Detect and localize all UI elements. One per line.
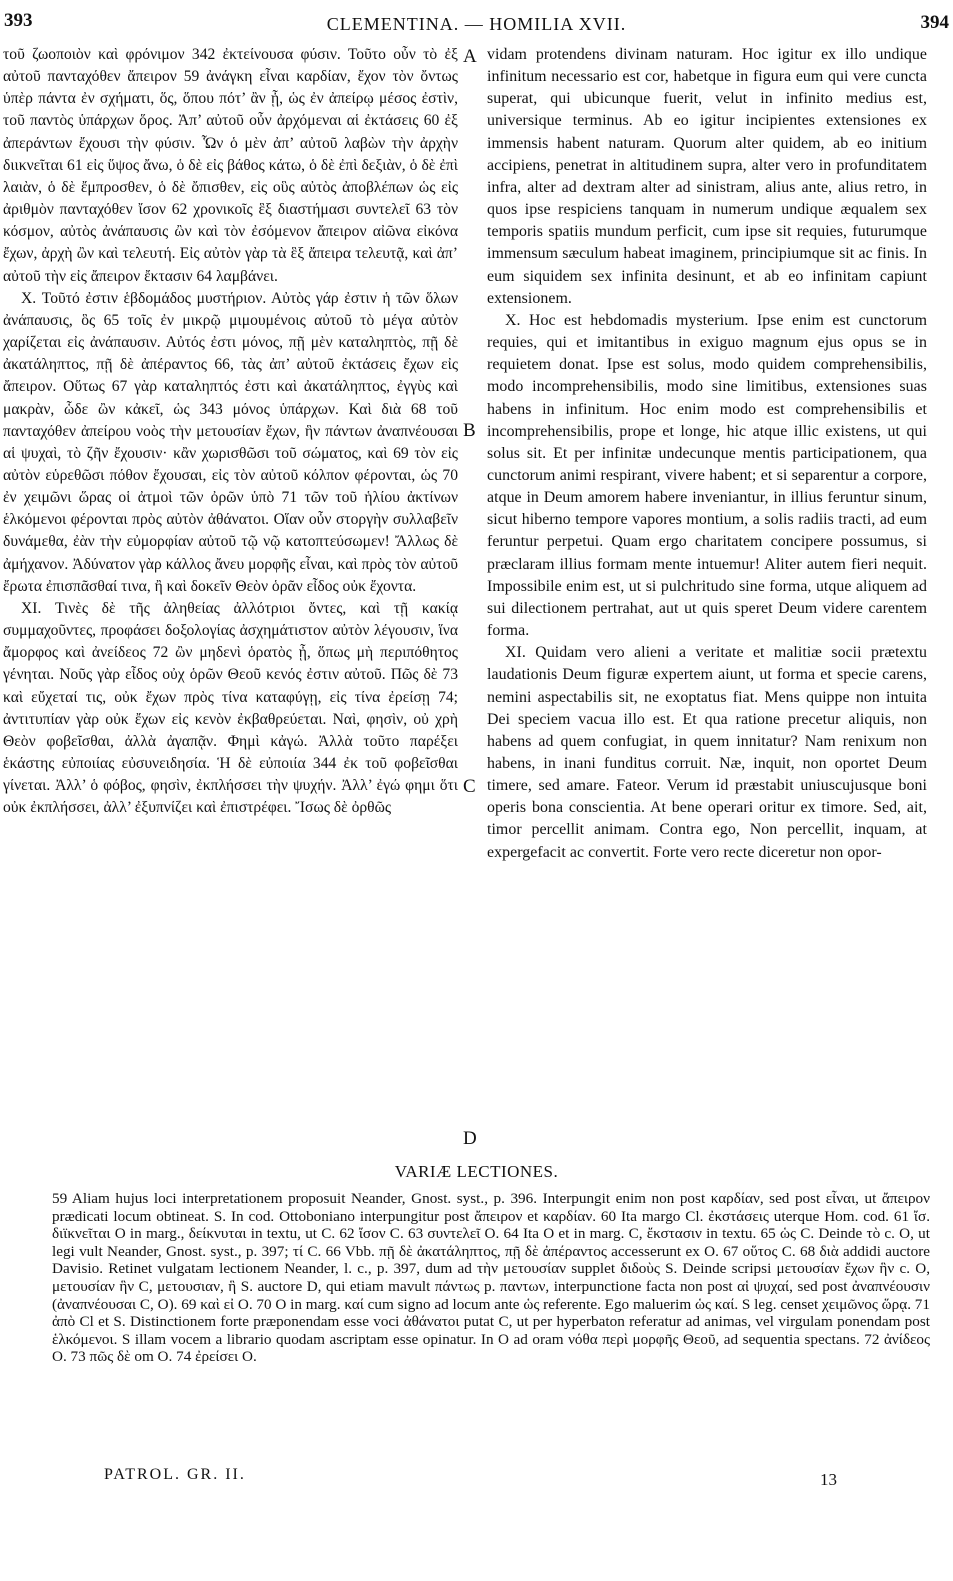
margin-marker-d: D — [463, 1128, 477, 1149]
footnotes: 59 Aliam hujus loci interpretationem proposuit Neander, Gnost. syst., p. 396. Interpungit enim non post καρδίαν, sed post εἶναι, ut ἄπειρον prædicati locum obtineat. S. In cod. Ottoboniano interpungitur post ἄπειρον et καρδίαν. 60 Ita margo Cl. ἐκστάσεις uterque Hom. cod. 61 ἴσ. διϊκνεῖται O in marg., δείκνυται in textu, ut C. 62 ἴσον C. 63 συντελεῖ O. 64 Ita O et in marg. C, ἔκστασιν in textu. 65 ὡς C. Deinde τὸ c. O, ut legi vult Neander, Gnost. syst., p. 397; τί C. 66 Vbb. πῇ δὲ ἀκατάληπτος, πῇ δὲ ἀπέραντος accesserunt ex O. 67 οὕτος C. 68 διὰ addidi auctore Davisio. Retinet vulgatam lectionem Neander, l. c., p. 397, dum ad τὴν μετουσίαν supplet διδοὺς S. Deinde scripsi μετουσίαν ἔχων ἣν c. O, μετουσίαν ἣν C, μετουσιαν, ἣ S. auctore D, qui etiam mavult πάντως p. παντων, interpunctione facta non post αἱ ψυχαί, sed post ἀναπνέουσιν (ἀναπνέουσαι C, O). 69 καὶ εἰ O. 70 O in marg. καί cum signo ad locum ante ὡς referente. Ego maluerim ὡς καί. S leg. censet χειμῶνος ὥρᾳ. 71 ἀπὸ Cl et S. Distinctionem forte præponendam esse voci ἀθάνατοι putat C, ut per hyperbaton referatur ad animas, vel virgulam ponendam post ἑλκόμενοι. S illam vocem a librario quodam ascriptam esse opinatur. In O ad oram νόθα περὶ μορφῆς Θεοῦ, ad sequentia spectans. 72 ἀνίδεος O. 73 πῶς δὲ om O. 74 ἐρείσει O. — [52, 1190, 930, 1366]
margin-marker-c: C — [463, 776, 476, 797]
greek-paragraph: XI. Τινὲς δὲ τῆς ἀληθείας ἀλλότριοι ὄντες, καὶ τῇ κακίᾳ συμμαχοῦντες, προφάσει δοξολογίας ἀσχημάτιστον αὐτὸν λέγουσιν, ἵνα ἄμορφος καὶ ἀνείδεος 72 ὢν μηδενὶ ὁρατὸς ᾖ, ὅπως μὴ περιπόθητος γένηται. Νοῦς γὰρ εἶδος οὐχ ὁρῶν Θεοῦ κενός ἐστιν αὐτοῦ. Πῶς δὲ 73 καὶ εὔχεταί τις, οὐκ ἔχων πρὸς τίνα καταφύγῃ, εἰς τίνα ἐρείσῃ 74; ἀντιτυπίαν γὰρ οὐκ ἔχων εἰς κενὸν ἐκβαθρεύεται. Ναὶ, φησὶν, οὐ χρὴ Θεὸν φοβεῖσθαι, ἀλλὰ ἀγαπᾷν. Φημὶ κἀγώ. Ἀλλὰ τοῦτο παρέξει ἑκάστης εὐποιίας εὐσυνειδησία. Ἡ δὲ εὐποιία 344 ἐκ τοῦ φοβεῖσθαι γίνεται. Ἀλλ’ ὁ φόβος, φησὶν, ἐκπλήσσει τὴν ψυχήν. Ἀλλ’ ἐγώ φημι ὅτι οὐκ ἐκπλήσσει, ἀλλ’ ἐξυπνίζει καὶ ἐπιστρέφει. Ἴσως δὲ ὀρθῶς — [3, 599, 458, 817]
page-header — [0, 10, 953, 44]
running-title: CLEMENTINA. — HOMILIA XVII. — [326, 14, 627, 34]
latin-paragraph: XI. Quidam vero alieni a veritate et malitiæ socii prætextu laudationis Deum figuræ expertem aiunt, ut forma et specie carens, nemini aspectabilis sit, ne exoptatus fiat. Mens quippe non intuita Dei speciem vacua illo est. Et qua ratione precetur aliquis, non habens ad quem confugiat, in quem innitatur? Nam renixum non habens, in inani funditus corruit. Næ, inquit, non oportet Deum timere, sed amare. Fateor. Verum id præstabit uniuscujusque boni operis bona conscientia. At bene operari oritur ex timore. Sed, ait, timor percellit animam. Contra ego, Non percellit, inquam, at expergefacit ac convertit. Forte vero recte diceretur non opor- — [487, 644, 927, 861]
footer-left: PATROL. GR. II. — [104, 1466, 246, 1483]
greek-paragraph: τοῦ ζωοποιὸν καὶ φρόνιμον 342 ἐκτείνουσα φύσιν. Τοῦτο οὖν τὸ ἐξ αὐτοῦ πανταχόθεν ἄπειρον 59 ἀνάγκη εἶναι καρδίαν, ἔχον τὸν ὄντως ὑπὲρ πάντα ἐν σχήματι, ὅς, ὅπου πότ’ ἂν ᾖ, ὡς ἐν ἀπείρῳ μέσος ἐστὶν, τοῦ παντὸς ὑπάρχων ὅρος. Ἀπ’ αὐτοῦ οὖν ἀρχόμεναι αἱ ἐκτάσεις 60 ἐξ ἀπεράντων ἔχουσι τὴν φύσιν. Ὧν ὁ μὲν ἀπ’ αὐτοῦ λαβὼν τὴν ἀρχὴν διικνεῖται 61 εἰς ὕψος ἄνω, ὁ δὲ εἰς βάθος κάτω, ὁ δὲ ἐπὶ δεξιὰν, ὁ δὲ ἐπὶ λαιὰν, ὁ δὲ ἔμπροσθεν, ὁ δὲ ὄπισθεν, εἰς οὓς αὐτὸς ἀποβλέπων ὡς εἰς ἀριθμὸν πανταχόθεν ἴσον 62 χρονικοῖς ἓξ διαστήμασι συντελεῖ 63 τὸν κόσμον, αὐτὸς ἀνάπαυσις ὢν καὶ τὸν ἐσόμενον ἄπειρον αἰῶνα εἰκόνα ἔχων, ἀρχὴ ὢν καὶ τελευτή. Εἰς αὐτὸν γὰρ τὰ ἓξ ἄπειρα τελευτᾷ, καὶ ἀπ’ αὐτοῦ τὴν εἰς ἄπειρον ἔκτασιν 64 λαμβάνει. — [3, 46, 458, 285]
latin-paragraph: vidam protendens divinam naturam. Hoc igitur ex illo undique infinitum necessario est cor, habetque in figura eum qui vere cuncta superat, qui ubicunque fuerit, velut in infinito medius est, universique terminus. Ab eo igitur incipientes extensiones ex immensis habent naturam. Quorum alter quidem, ab eo initium accipiens, penetrat in altitudinem supra, alter vero in profunditatem infra, alter ad dextram alter ad sinistram, alius ante, alius retro, in quos ipse respiciens tanquam in numerum undique æqualem sex temporis spatiis mundum perficit, cum ipse sit requies, futurumque immensum sæculum habeat imaginem, principiumque sit ac finis. In eum siquidem sex infinita desinunt, et ab eo infinitam capiunt extensionem. — [487, 46, 927, 307]
page-number-right: 394 — [920, 12, 949, 33]
margin-marker-a: A — [463, 46, 477, 67]
greek-column — [3, 44, 458, 1156]
latin-paragraph: X. Hoc est hebdomadis mysterium. Ipse enim est cunctorum requies, qui et imitantibus in exiguo magnum ejus opus se in requietem donat. Ipse est solus, modo quidem comprehensibilis, modo incomprehensibilis, modo sine limitibus, extensiones suas habens in infinitum. Hoc enim modo est comprehensibilis et incomprehensibilis, prope et longe, hic atque illic existens, ut qui solus sit. Et per infinitæ undecunque mentis participationem, qua cunctorum animi respirant, vivere habent; et si separentur a corpore, atque in Deum amorem habere inveniantur, in illius feruntur sinum, sicut hiberno tempore vapores montium, a solis radiis tracti, ad eum feruntur perpetui. Quam ergo charitatem concipere possumus, si præclaram illius formam mente intuemur! Aliter autem fieri nequit. Impossibile enim est, ut si pulchritudo sine forma, utque aliquem ad sui dilectionem pertrahat, aut ut quis speret Deum videre carentem forma. — [487, 311, 927, 640]
variae-lectiones-heading: VARIÆ LECTIONES. — [394, 1162, 559, 1181]
greek-paragraph: X. Τοῦτό ἐστιν ἑβδομάδος μυστήριον. Αὐτὸς γάρ ἐστιν ἡ τῶν ὅλων ἀνάπαυσις, ὃς 65 τοῖς ἐν μικρῷ μιμουμένοις αὐτοῦ τὸ μέγα αὐτὸν χαρίζεται εἰς ἀνάπαυσιν. Αὐτός ἐστι μόνος, πῇ μὲν καταληπτὸς, πῇ δὲ ἀκατάληπτος, πῇ δὲ ἀπέραντος 66, τὰς ἀπ’ αὐτοῦ ἐκτάσεις ἔχων εἰς ἄπειρον. Οὕτως 67 γὰρ καταληπτός ἐστι καὶ ἀκατάληπτος, ἐγγὺς καὶ μακρὰν, ὧδε ὢν κἀκεῖ, ὡς 343 μόνος ὑπάρχων. Καὶ διὰ 68 τοῦ πανταχόθεν ἀπείρου νοὸς τὴν μετουσίαν ἔχων, ἣν πάντων ἀναπνέουσαι αἱ ψυχαὶ, τὸ ζῆν ἔχουσιν· κἂν χωρισθῶσι τοῦ σώματος, καὶ 69 τὸν εἰς αὐτὸν εὑρεθῶσι πόθον ἔχουσαι, εἰς τὸν αὐτοῦ κόλπον φέρονται, ὡς 70 ἐν χειμῶνι ὥρας οἱ ἀτμοὶ τῶν ὀρῶν ὑπὸ 71 τῶν τοῦ ἡλίου ἀκτίνων ἑλκόμενοι φέρονται πρὸς αὐτὸν ἀθάνατοι. Οἵαν οὖν στοργὴν συλλαβεῖν δυνάμεθα, ἐὰν τὴν εὐμορφίαν αὐτοῦ τῷ νῷ κατοπτεύσωμεν! Ἄλλως δὲ ἀμήχανον. Ἀδύνατον γὰρ κάλλος ἄνευ μορφῆς εἶναι, καὶ πρὸς τὸν αὐτοῦ ἔρωτα ἐπισπᾶσθαί τινα, ἢ καὶ δοκεῖν Θεὸν ὁρᾶν εἶδος οὐκ ἔχοντα. — [3, 289, 458, 595]
footer-right: 13 — [820, 1470, 837, 1489]
latin-column — [487, 44, 927, 1156]
page-number-left: 393 — [4, 10, 33, 31]
margin-marker-b: B — [463, 420, 476, 441]
